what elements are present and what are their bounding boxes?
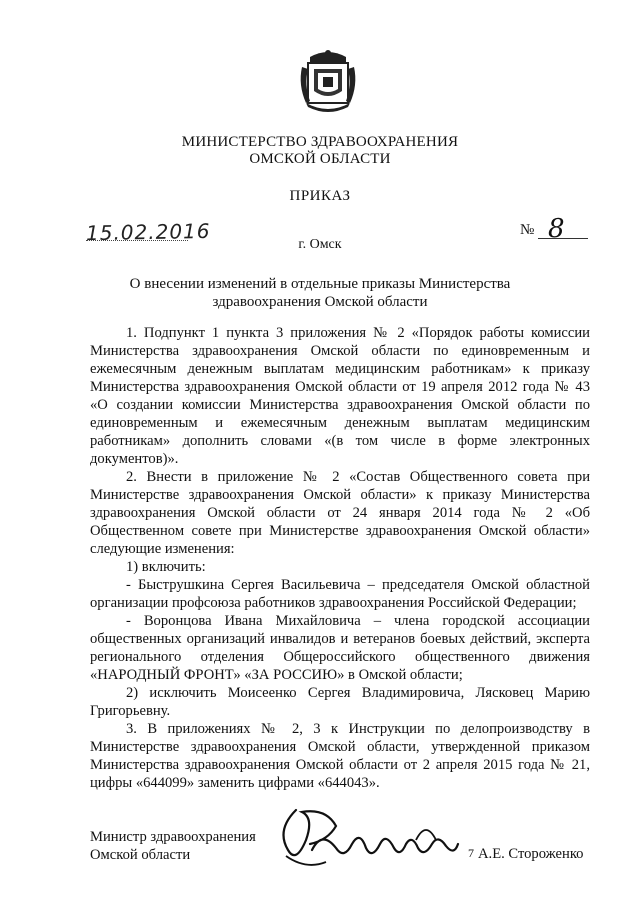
city: г. Омск bbox=[298, 237, 342, 252]
signatory-title-line2: Омской области bbox=[90, 847, 191, 863]
number-label: № bbox=[520, 222, 535, 238]
order-body bbox=[90, 324, 590, 792]
order-date: 15.02.2016 bbox=[85, 218, 211, 246]
signatory-title-line1: Министр здравоохранения bbox=[90, 829, 256, 845]
handwritten-signature bbox=[266, 800, 466, 880]
signatory-title bbox=[90, 828, 256, 864]
paragraph-1: 1. Подпункт 1 пункта 3 приложения № 2 «Порядок работы комиссии Министерства здравоохранения Омской области по единовременным и ежемесячным денежным выплатам медицинским работникам» к приказу Министерства здравоохранения Омской области от 19 апреля 2012 года № 43 «О создании комиссии Министерства здравоохранения Омской области по единовременным и ежемесячным денежным выплатам медицинским работникам» дополнить словами «(в том числе в форме электронных документов)». bbox=[90, 325, 590, 467]
paragraph-vorontsov: - Воронцова Ивана Михайловича – члена городской ассоциации общественных организаций инвалидов и ветеранов боевых действий, эксперта регионального отделения Общероссийского общественного движения «НАРОДНЫЙ ФРОНТ» «ЗА РОССИЮ» в Омской области; bbox=[90, 613, 590, 683]
coat-of-arms-icon bbox=[296, 45, 360, 117]
signature-mark: 7 bbox=[468, 846, 474, 860]
subject-line1: О внесении изменений в отдельные приказы Министерства bbox=[129, 276, 511, 292]
paragraph-exclude: 2) исключить Моисеенко Сергея Владимировича, Лясковец Марию Григорьевну. bbox=[90, 685, 590, 719]
order-subject bbox=[100, 275, 540, 311]
document-type: ПРИКАЗ bbox=[289, 188, 351, 204]
signatory-name: А.Е. Стороженко bbox=[478, 846, 584, 862]
subject-line2: здравоохранения Омской области bbox=[212, 294, 428, 310]
order-number: 8 bbox=[548, 214, 565, 244]
ministry-name-line2: ОМСКОЙ ОБЛАСТИ bbox=[249, 151, 391, 167]
paragraph-2: 2. Внести в приложение № 2 «Состав Общественного совета при Министерстве здравоохранения Омской области» к приказу Министерства здравоохранения Омской области от 24 января 2014 года № 2 «Об Общественном совете при Министерстве здравоохранения Омской области» следующие изменения: bbox=[90, 469, 590, 557]
paragraph-3: 3. В приложениях № 2, 3 к Инструкции по делопроизводству в Министерстве здравоохранения Омской области, утвержденной приказом Министерства здравоохранения Омской области от 2 апреля 2015 года № 21, цифры «644099» заменить цифрами «644043». bbox=[90, 721, 590, 791]
paragraph-bystrushkin: - Быструшкина Сергея Васильевича – председателя Омской областной организации профсоюза работников здравоохранения Российской Федерации; bbox=[90, 577, 590, 611]
ministry-name-line1: МИНИСТЕРСТВО ЗДРАВООХРАНЕНИЯ bbox=[181, 134, 459, 150]
paragraph-include: 1) включить: bbox=[126, 559, 206, 575]
